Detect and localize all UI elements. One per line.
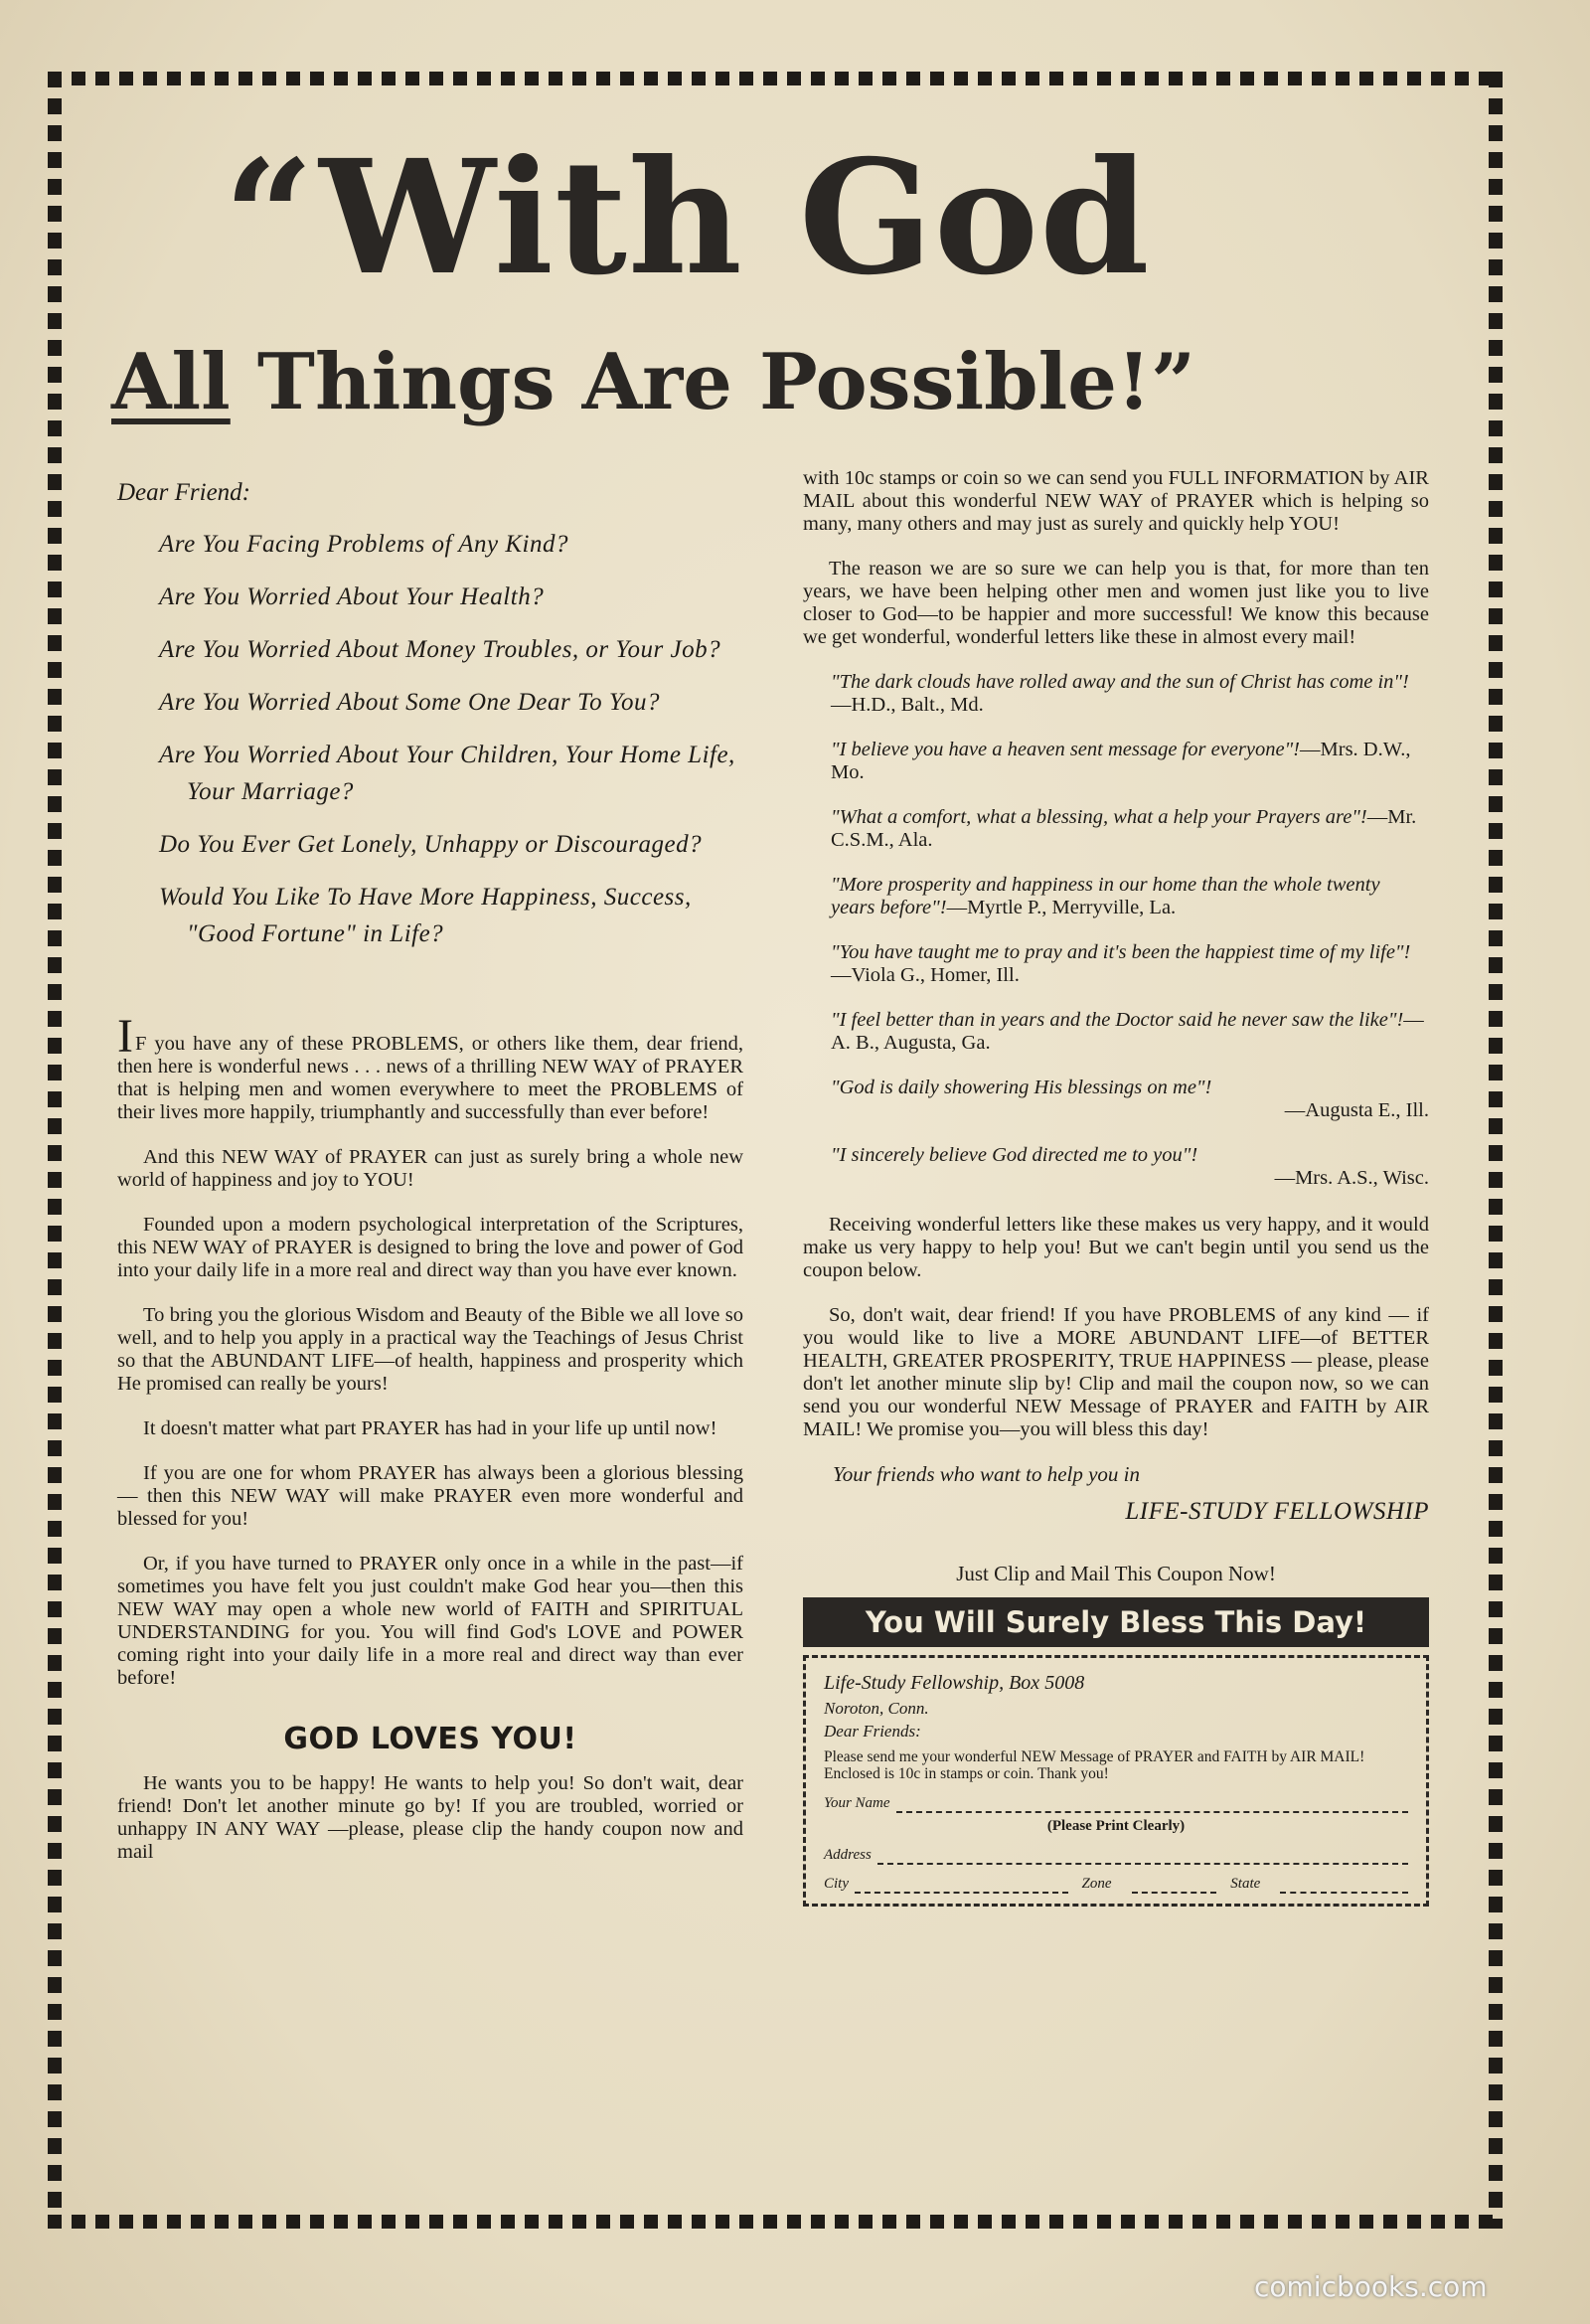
testimonial-quote: "What a comfort, what a blessing, what a help your Prayers are"! bbox=[831, 806, 1367, 828]
print-clearly-note: (Please Print Clearly) bbox=[1046, 1818, 1186, 1834]
name-label: Your Name bbox=[824, 1795, 890, 1811]
question-item: Are You Worried About Some One Dear To You? bbox=[159, 689, 660, 716]
testimonial-quote: "The dark clouds have rolled away and the sun of Christ has come in"! bbox=[831, 671, 1409, 693]
section-subhead: GOD LOVES YOU! bbox=[283, 1722, 577, 1756]
testimonial-attribution: —Mr. C.S.M., Ala. bbox=[831, 806, 1417, 851]
testimonial-attribution: —Mrs. A.S., Wisc. bbox=[1274, 1167, 1429, 1189]
testimonial-quote: "I sincerely believe God directed me to you"! bbox=[831, 1144, 1198, 1166]
coupon-banner: You Will Surely Bless This Day! bbox=[803, 1597, 1429, 1647]
left-column bbox=[117, 481, 743, 1886]
clip-instruction: Just Clip and Mail This Coupon Now! bbox=[956, 1562, 1276, 1585]
testimonial-quote: "More prosperity and happiness in our home than the whole twenty years before"! bbox=[831, 874, 1380, 918]
state-label: State bbox=[1230, 1876, 1261, 1892]
coupon-name-field[interactable] bbox=[824, 1794, 1408, 1813]
body-paragraph: with 10c stamps or coin so we can send you FULL INFORMATION by AIR MAIL about this wonderful NEW WAY of PRAYER which is helping so many, many others and may just as surely and quickly help YOU! bbox=[803, 467, 1429, 535]
coupon-city-field[interactable] bbox=[824, 1875, 1408, 1894]
testimonial bbox=[831, 874, 1429, 919]
testimonial bbox=[831, 1144, 1429, 1190]
intro-paragraph bbox=[117, 1010, 743, 1124]
headline-line-1: “With God bbox=[224, 126, 1151, 310]
state-blank-line[interactable] bbox=[1280, 1878, 1408, 1894]
testimonial bbox=[831, 1077, 1429, 1122]
coupon-body: Please send me your wonderful NEW Message of PRAYER and FAITH by AIR MAIL! Enclosed is 10c in stamps or coin. Thank you! bbox=[824, 1748, 1365, 1782]
question-item: Are You Facing Problems of Any Kind? bbox=[159, 531, 568, 558]
body-paragraph: If you are one for whom PRAYER has always been a glorious blessing — then this NEW WAY will make PRAYER even more wonderful and blessed for you! bbox=[117, 1462, 743, 1530]
drop-cap: I bbox=[117, 1010, 133, 1063]
mail-coupon[interactable] bbox=[803, 1655, 1429, 1907]
question-item: Are You Worried About Money Troubles, or Your Job? bbox=[159, 636, 721, 663]
watermark: comicbooks.com bbox=[1254, 2270, 1488, 2303]
testimonial-attribution: —Myrtle P., Merryville, La. bbox=[946, 897, 1177, 918]
question-list bbox=[159, 526, 743, 952]
organization-name: LIFE-STUDY FELLOWSHIP bbox=[1125, 1498, 1429, 1525]
testimonial bbox=[831, 1009, 1429, 1055]
headline-line-2 bbox=[111, 338, 1433, 427]
coupon-salutation: Dear Friends: bbox=[824, 1722, 921, 1741]
right-column bbox=[803, 467, 1429, 1907]
question-item: Are You Worried About Your Health? bbox=[159, 583, 545, 610]
question-item: Are You Worried About Your Children, Your Home Life, Your Marriage? bbox=[159, 742, 735, 805]
dashed-border-bottom bbox=[48, 2215, 1503, 2229]
body-paragraph: So, don't wait, dear friend! If you have PROBLEMS of any kind — if you would like to live a MORE ABUNDANT LIFE—of BETTER HEALTH, GREATER PROSPERITY, TRUE HAPPINESS — please, please don't let another minute slip by! Clip and mail the coupon now, so we can send you our wonderful NEW Message of PRAYER and FAITH by AIR MAIL! We promise you—you will bless this day! bbox=[803, 1304, 1429, 1440]
body-paragraph: It doesn't matter what part PRAYER has had in your life up until now! bbox=[143, 1417, 717, 1439]
zone-label: Zone bbox=[1081, 1876, 1112, 1892]
testimonial bbox=[831, 671, 1429, 717]
intro-paragraph-text: F you have any of these PROBLEMS, or others like them, dear friend, then here is wonderful news . . . news of a thrilling NEW WAY of PRAYER that is helping men and women everywhere to meet the PROBLEMS of their lives more happily, triumphantly and successfully than ever before! bbox=[117, 1033, 743, 1123]
headline-line-2-rest: Things Are Possible!” bbox=[230, 337, 1195, 427]
testimonial-quote: "I feel better than in years and the Doctor said he never saw the like"! bbox=[831, 1009, 1404, 1031]
address-blank-line[interactable] bbox=[877, 1849, 1408, 1865]
zone-blank-line[interactable] bbox=[1132, 1878, 1217, 1894]
testimonial-quote: "God is daily showering His blessings on me"! bbox=[831, 1077, 1212, 1098]
testimonial-attribution: —A. B., Augusta, Ga. bbox=[831, 1009, 1424, 1054]
address-label: Address bbox=[824, 1847, 872, 1863]
testimonial-attribution: —Augusta E., Ill. bbox=[1284, 1099, 1429, 1121]
dashed-border-right bbox=[1489, 72, 1503, 2229]
testimonial-quote: "I believe you have a heaven sent message for everyone"! bbox=[831, 739, 1301, 760]
dashed-border-top bbox=[48, 72, 1503, 85]
body-paragraph: To bring you the glorious Wisdom and Beauty of the Bible we all love so well, and to help you apply in a practical way the Teachings of Jesus Christ so that the ABUNDANT LIFE—of health, happiness and prosperity which He promised can really be yours! bbox=[117, 1304, 743, 1395]
body-paragraph: Or, if you have turned to PRAYER only once in a while in the past—if sometimes you have felt you just couldn't make God hear you—then this NEW WAY may open a whole new world of FAITH and SPIRITUAL UNDERSTANDING for you. You will find God's LOVE and POWER coming right into your daily life in a more real and direct way than ever before! bbox=[117, 1553, 743, 1689]
city-label: City bbox=[824, 1876, 849, 1892]
body-paragraph: The reason we are so sure we can help you is that, for more than ten years, we have been helping other men and women just like you to live closer to God—to be happier and more successful! We know this because we get wonderful, wonderful letters like these in almost every mail! bbox=[803, 558, 1429, 648]
coupon-address-field[interactable] bbox=[824, 1846, 1408, 1865]
coupon-address-line-1: Life-Study Fellowship, Box 5008 bbox=[824, 1672, 1085, 1694]
testimonial bbox=[831, 739, 1429, 784]
testimonial-attribution: —Mrs. D.W., Mo. bbox=[831, 739, 1411, 783]
greeting: Dear Friend: bbox=[117, 479, 250, 506]
testimonial-list bbox=[831, 671, 1429, 1190]
body-paragraph: Receiving wonderful letters like these makes us very happy, and it would make us very happy to help you! But we can't begin until you send us the coupon below. bbox=[803, 1214, 1429, 1281]
body-paragraph: And this NEW WAY of PRAYER can just as surely bring a whole new world of happiness and joy to YOU! bbox=[117, 1146, 743, 1191]
body-paragraph: Founded upon a modern psychological interpretation of the Scriptures, this NEW WAY of PRAYER is designed to bring the love and power of God into your daily life in a more real and direct way than you have ever known. bbox=[117, 1214, 743, 1281]
question-item: Do You Ever Get Lonely, Unhappy or Discouraged? bbox=[159, 831, 703, 858]
dashed-border-left bbox=[48, 72, 62, 2229]
sign-off: Your friends who want to help you in bbox=[833, 1462, 1141, 1486]
testimonial-attribution: —Viola G., Homer, Ill. bbox=[831, 964, 1020, 986]
testimonial bbox=[831, 941, 1429, 987]
testimonial bbox=[831, 806, 1429, 852]
headline-underlined-word: All bbox=[111, 337, 231, 427]
city-blank-line[interactable] bbox=[855, 1878, 1068, 1894]
testimonial-attribution: —H.D., Balt., Md. bbox=[831, 694, 984, 716]
question-item: Would You Like To Have More Happiness, Success, "Good Fortune" in Life? bbox=[159, 884, 692, 947]
body-paragraph: He wants you to be happy! He wants to help you! So don't wait, dear friend! Don't let another minute go by! If you are troubled, worried or unhappy IN ANY WAY —please, please clip the handy coupon now and mail bbox=[117, 1772, 743, 1863]
testimonial-quote: "You have taught me to pray and it's been the happiest time of my life"! bbox=[831, 941, 1411, 963]
coupon-address-line-2: Noroton, Conn. bbox=[824, 1699, 929, 1718]
name-blank-line[interactable] bbox=[896, 1797, 1408, 1813]
